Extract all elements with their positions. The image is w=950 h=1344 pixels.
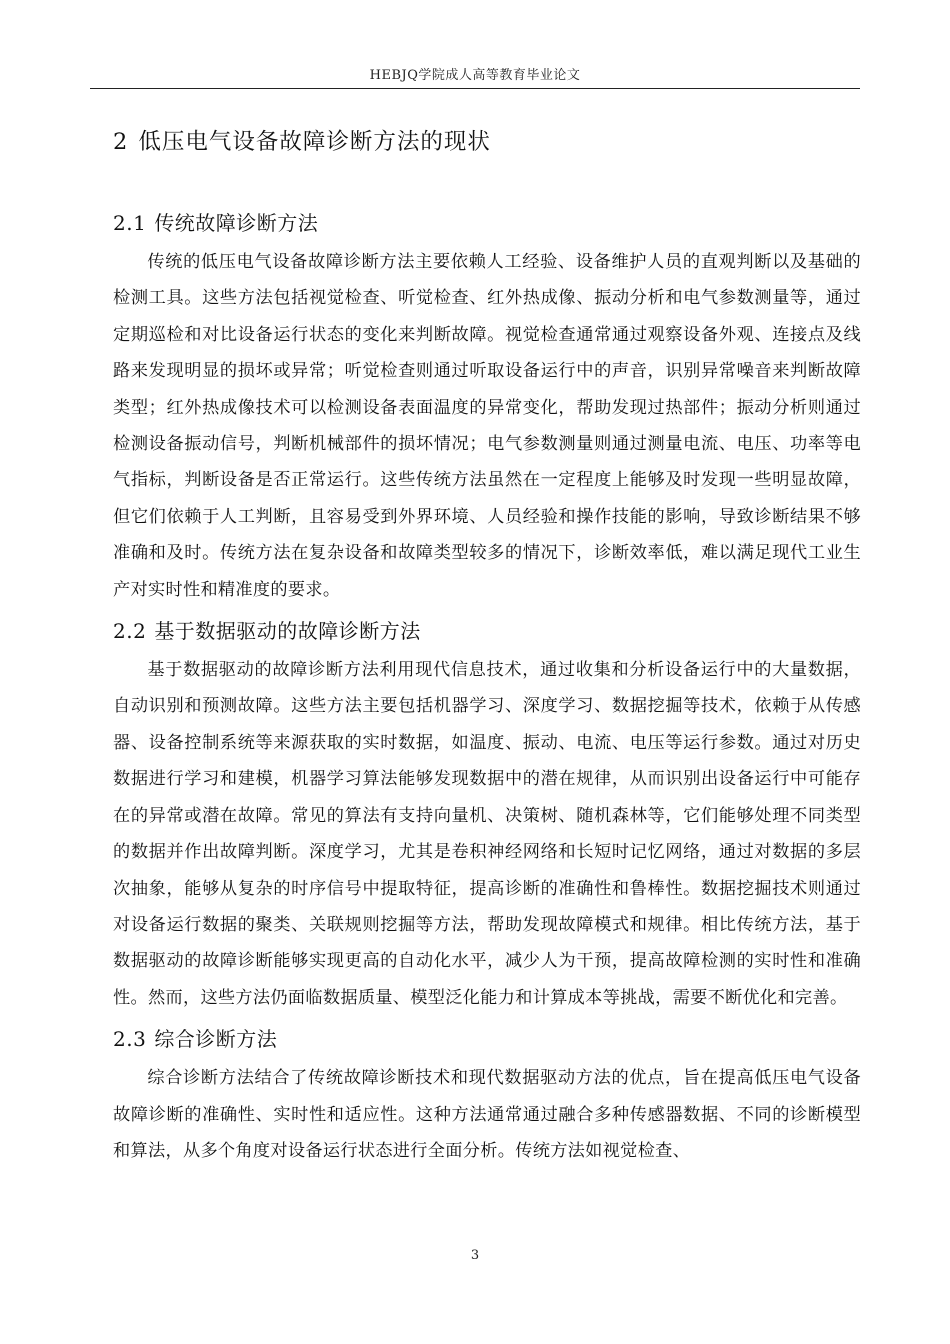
section-paragraph-2-2: 基于数据驱动的故障诊断方法利用现代信息技术，通过收集和分析设备运行中的大量数据，自动识别和预测故障。这些方法主要包括机器学习、深度学习、数据挖掘等技术，依赖于从传感器、设备控制系统等来源获取的实时数据，如温度、振动、电流、电压等运行参数。通过对历史数据进行学习和建模，机器学习算法能够发现数据中的潜在规律，从而识别出设备运行中可能存在的异常或潜在故障。常见的算法有支持向量机、决策树、随机森林等，它们能够处理不同类型的数据并作出故障判断。深度学习，尤其是卷积神经网络和长短时记忆网络，通过对数据的多层次抽象，能够从复杂的时序信号中提取特征，提高诊断的准确性和鲁棒性。数据挖掘技术则通过对设备运行数据的聚类、关联规则挖掘等方法，帮助发现故障模式和规律。相比传统方法，基于数据驱动的故障诊断能够实现更高的自动化水平，减少人为干预，提高故障检测的实时性和准确性。然而，这些方法仍面临数据质量、模型泛化能力和计算成本等挑战，需要不断优化和完善。	[113, 660, 861, 1008]
section-paragraph-2-3: 综合诊断方法结合了传统故障诊断技术和现代数据驱动方法的优点，旨在提高低压电气设备故障诊断的准确性、实时性和适应性。这种方法通常通过融合多种传感器数据、不同的诊断模型和算法，从多个角度对设备运行状态进行全面分析。传统方法如视觉检查、	[113, 1068, 861, 1161]
chapter-number: 2	[113, 129, 129, 155]
page-content	[113, 116, 861, 1169]
header-divider	[90, 88, 860, 89]
section-heading-2-2	[113, 610, 861, 652]
section-title-text: 传统故障诊断方法	[154, 211, 319, 235]
section-title-text: 综合诊断方法	[154, 1027, 278, 1052]
chapter-title	[113, 116, 861, 176]
section-paragraph-2-1: 传统的低压电气设备故障诊断方法主要依赖人工经验、设备维护人员的直观判断以及基础的检测工具。这些方法包括视觉检查、听觉检查、红外热成像、振动分析和电气参数测量等，通过定期巡检和对比设备运行状态的变化来判断故障。视觉检查通常通过观察设备外观、连接点及线路来发现明显的损坏或异常；听觉检查则通过听取设备运行中的声音，识别异常噪音来判断故障类型；红外热成像技术可以检测设备表面温度的异常变化，帮助发现过热部件；振动分析则通过检测设备振动信号，判断机械部件的损坏情况；电气参数测量则通过测量电流、电压、功率等电气指标，判断设备是否正常运行。这些传统方法虽然在一定程度上能够及时发现一些明显故障，但它们依赖于人工判断，且容易受到外界环境、人员经验和操作技能的影响，导致诊断结果不够准确和及时。传统方法在复杂设备和故障类型较多的情况下，诊断效率低，难以满足现代工业生产对实时性和精准度的要求。	[113, 252, 861, 600]
page-header: HEBJQ学院成人高等教育毕业论文	[369, 68, 581, 83]
section-title-text: 基于数据驱动的故障诊断方法	[154, 619, 421, 644]
section-heading-2-1	[113, 202, 861, 244]
section-number: 2.1	[113, 211, 147, 235]
section-number: 2.2	[113, 619, 147, 644]
chapter-title-text: 低压电气设备故障诊断方法的现状	[138, 129, 491, 155]
page-number: 3	[470, 1248, 480, 1263]
section-heading-2-3	[113, 1018, 861, 1060]
section-number: 2.3	[113, 1027, 147, 1052]
